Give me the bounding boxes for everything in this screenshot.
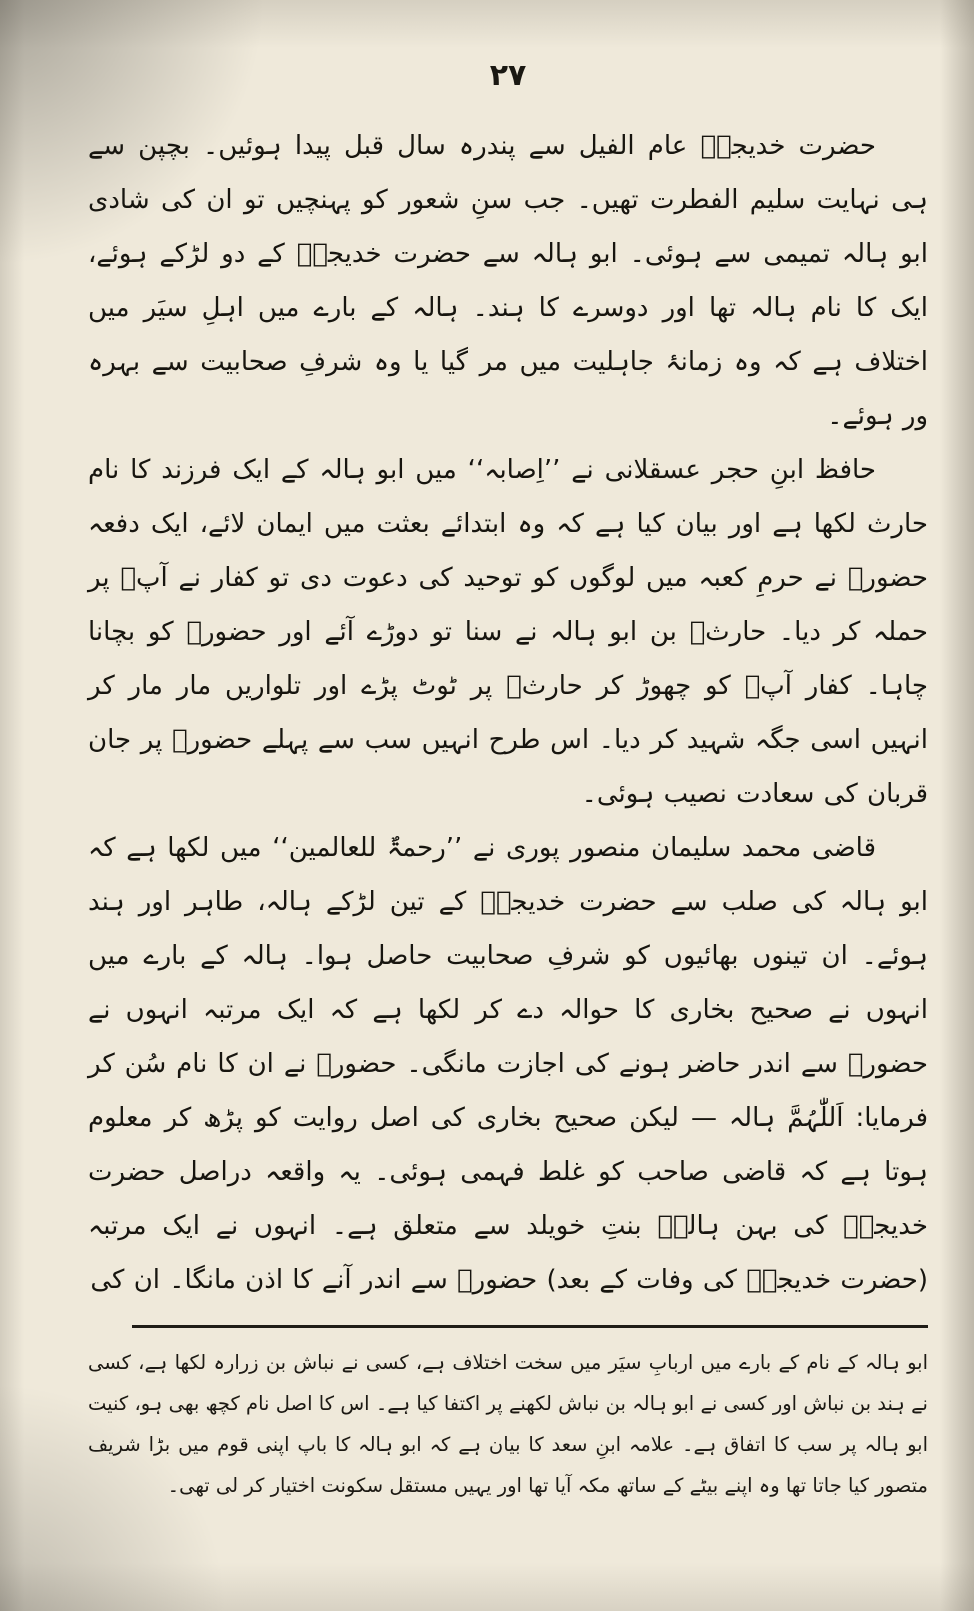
- paragraph-harith-bin-abu-hala: حافظ ابنِ حجر عسقلانی نے ’’اِصابہ‘‘ میں ابو ہالہ کے ایک فرزند کا نام حارث لکھا ہے اور بیان کیا ہے کہ وہ ابتدائے بعثت میں ایمان لائے، ایک دفعہ حضورؐ نے حرمِ کعبہ میں لوگوں کو توحید کی دعوت دی تو کفار نے آپؐ پر حملہ کر دیا۔ حارثؓ بن ابو ہالہ نے سنا تو دوڑے آئے اور حضورؐ کو بچانا چاہا۔ کفار آپؐ کو چھوڑ کر حارثؓ پر ٹوٹ پڑے اور تلواریں مار مار کر انہیں اسی جگہ شہید کر دیا۔ اس طرح انہیں سب سے پہلے حضورؐ پر جان قربان کی سعادت نصیب ہوئی۔: [88, 455, 928, 809]
- main-text: [88, 119, 928, 1307]
- footnote: [88, 1342, 928, 1506]
- paragraph-qazi-sulaiman-account: قاضی محمد سلیمان منصور پوری نے ’’رحمۃٌ للعالمین‘‘ میں لکھا ہے کہ ابو ہالہ کی صلب سے حضرت خدیجہؓ کے تین لڑکے ہالہ، طاہر اور ہند ہوئے۔ ان تینوں بھائیوں کو شرفِ صحابیت حاصل ہوا۔ ہالہ کے بارے میں انہوں نے صحیح بخاری کا حوالہ دے کر لکھا ہے کہ ایک مرتبہ انہوں نے حضورؐ سے اندر حاضر ہونے کی اجازت مانگی۔ حضورؐ نے ان کا نام سُن کر فرمایا: اَللّٰہُمَّ ہالہ — لیکن صحیح بخاری کی اصل روایت کو پڑھ کر معلوم ہوتا ہے کہ قاضی صاحب کو غلط فہمی ہوئی۔ یہ واقعہ دراصل حضرت خدیجہؓ کی بہن ہالہؓ بنتِ خویلد سے متعلق ہے۔ انہوں نے ایک مرتبہ (حضرت خدیجہؓ کی وفات کے بعد) حضورؐ سے اندر آنے کا اذن مانگا۔ ان کی: [88, 833, 928, 1295]
- page-number: ۲۷: [489, 58, 527, 93]
- footnote-text: ابو ہالہ کے نام کے بارے میں اربابِ سیَر میں سخت اختلاف ہے، کسی نے نباش بن زرارہ لکھا ہے، کسی نے ہند بن نباش اور کسی نے ابو ہالہ بن نباش لکھنے پر اکتفا کیا ہے۔ اس کا اصل نام کچھ بھی ہو، کنیت ابو ہالہ پر سب کا اتفاق ہے۔ علامہ ابنِ سعد کا بیان ہے کہ ابو ہالہ کا باپ اپنی قوم میں بڑا شریف متصور کیا جاتا تھا وہ اپنے بیٹے کے ساتھ مکہ آیا تھا اور یہیں مستقل سکونت اختیار کر لی تھی۔: [88, 1351, 928, 1497]
- paragraph-birth-and-marriage: حضرت خدیجہؓ عام الفیل سے پندرہ سال قبل پیدا ہوئیں۔ بچپن سے ہی نہایت سلیم الفطرت تھیں۔ جب سنِ شعور کو پہنچیں تو ان کی شادی ابو ہالہ تمیمی سے ہوئی۔ ابو ہالہ سے حضرت خدیجہؓ کے دو لڑکے ہوئے، ایک کا نام ہالہ تھا اور دوسرے کا ہند۔ ہالہ کے بارے میں اہلِ سیَر میں اختلاف ہے کہ وہ زمانۂ جاہلیت میں مر گیا یا وہ شرفِ صحابیت سے بہرہ ور ہوئے۔: [88, 131, 928, 431]
- footnote-divider: [132, 1325, 928, 1328]
